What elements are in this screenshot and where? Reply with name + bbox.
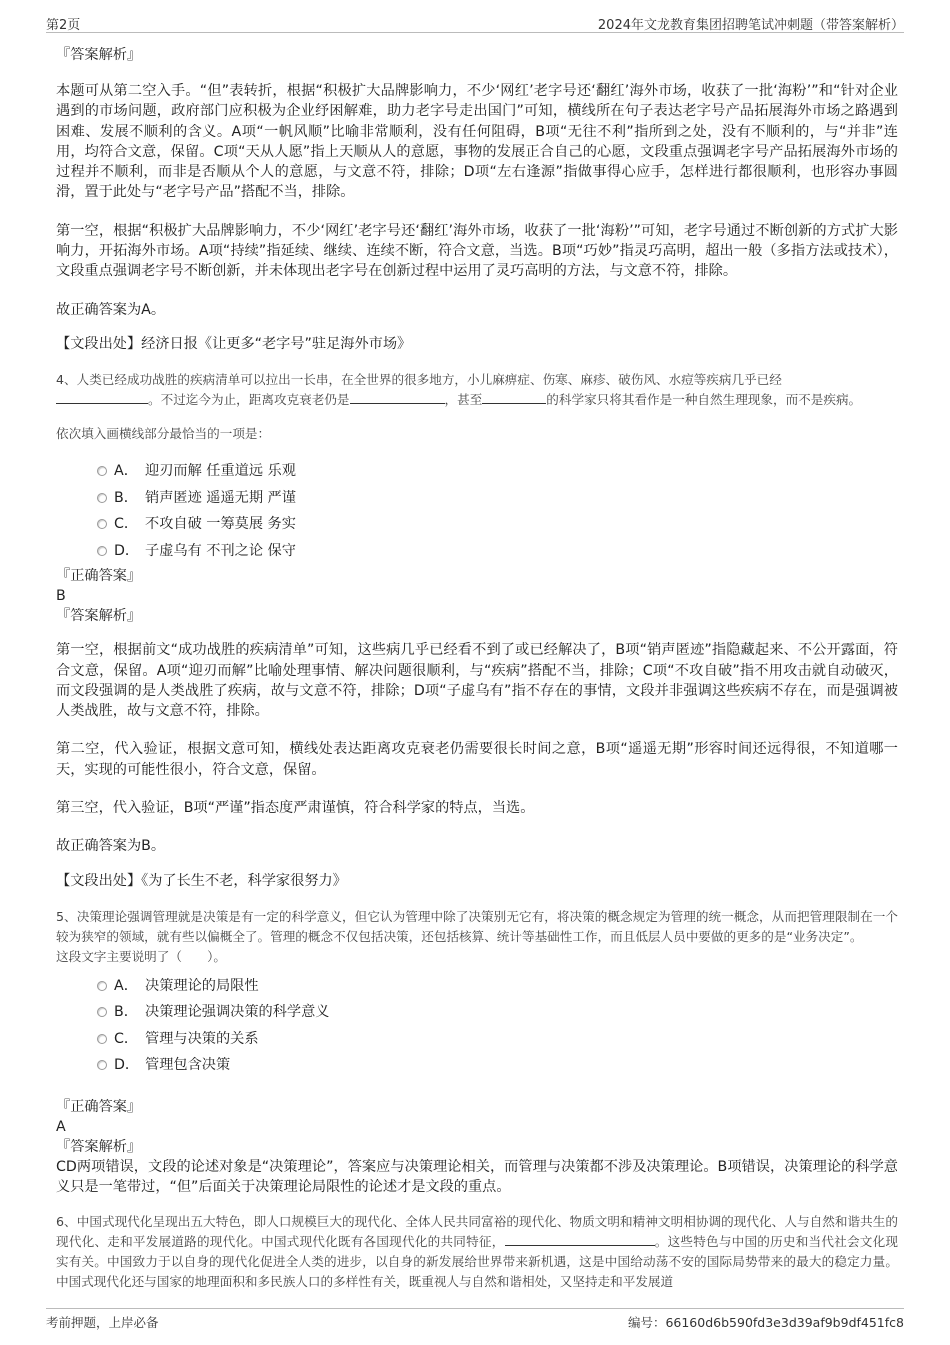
page-number: 第2页 xyxy=(46,18,81,33)
option-a[interactable]: A． 决策理论的局限性 xyxy=(56,973,898,1000)
fill-blank xyxy=(56,391,148,404)
footer-divider xyxy=(46,1308,904,1309)
radio-icon[interactable] xyxy=(97,1007,107,1017)
question-prompt: 依次填入画横线部分最恰当的一项是： xyxy=(56,426,271,442)
question-stem: 4、人类已经成功战胜的疾病清单可以拉出一长串，在全世界的很多地方，小儿麻痹症、伤寒、麻疹、破伤风、水痘等疾病几乎已经 。不过迄今为止，距离攻克衰老仍是 ，甚至 的科学家只将其看作是一种自然生理现象，而不是疾病。 xyxy=(56,372,862,408)
analysis-paragraph: 第二空，代入验证，根据文意可知，横线处表达距离攻克衰老仍需要很长时间之意，B项“遥遥无期”形容时间还远得很，不知道哪一天，实现的可能性很小，符合文意，保留。 xyxy=(56,741,898,778)
answer-conclusion: 故正确答案为A。 xyxy=(56,301,166,318)
option-d[interactable]: D． 子虚乌有 不刊之论 保守 xyxy=(56,538,898,565)
option-list xyxy=(56,458,898,564)
option-c[interactable]: C． 管理与决策的关系 xyxy=(56,1026,898,1053)
answer-conclusion: 故正确答案为B。 xyxy=(56,838,166,855)
option-b[interactable]: B． 决策理论强调决策的科学意义 xyxy=(56,999,898,1026)
correct-answer: A xyxy=(56,1118,66,1135)
correct-answer-label: 『正确答案』 xyxy=(56,1098,142,1115)
option-list xyxy=(56,973,898,1079)
question-prompt: 这段文字主要说明了（ ）。 xyxy=(56,948,227,964)
fill-blank xyxy=(505,1233,655,1246)
radio-icon[interactable] xyxy=(97,981,107,991)
analysis-paragraph: 第一空，根据“积极扩大品牌影响力，不少‘网红’老字号还‘翻红’海外市场，收获了一批‘海粉’”可知，老字号通过不断创新的方式扩大影响力，开拓海外市场。A项“持续”指延续、继续、连续不断，符合文意，当选。B项“巧妙”指灵巧高明，超出一般（多指方法或技术），文段重点强调老字号不断创新，并未体现出老字号在创新过程中运用了灵巧高明的方法，与文意不符，排除。 xyxy=(56,222,898,280)
radio-icon[interactable] xyxy=(97,546,107,556)
page-footer xyxy=(46,1313,904,1333)
correct-answer: B xyxy=(56,588,66,605)
question-stem: 6、中国式现代化呈现出五大特色，即人口规模巨大的现代化、全体人民共同富裕的现代化、物质文明和精神文明相协调的现代化、人与自然和谐共生的现代化、走和平发展道路的现代化。中国式现代化既有各国现代化的共同特征， 。这些特色与中国的历史和当代社会文化现实有关。中国致力于以自身的现代化促进全人类的进步，以自身的新发展给世界带来新机遇，这是中国给动荡不安的国际局势带来的最大的稳定力量。中国式现代化还与国家的地理面积和多民族人口的多样性有关，既重视人与自然和谐相处，又坚持走和平发展道 xyxy=(56,1213,899,1289)
fill-blank xyxy=(350,391,445,404)
source-citation: 【文段出处】经济日报《让更多“老字号”驻足海外市场》 xyxy=(56,335,412,352)
analysis-paragraph: CD两项错误，文段的论述对象是“决策理论”，答案应与决策理论相关，而管理与决策都不涉及决策理论。B项错误，决策理论的科学意义只是一笔带过，“但”后面关于决策理论局限性的论述才是文段的重点。 xyxy=(56,1158,898,1196)
page-header xyxy=(46,12,904,33)
radio-icon[interactable] xyxy=(97,466,107,476)
option-d[interactable]: D． 管理包含决策 xyxy=(56,1052,898,1079)
analysis-paragraph: 第一空，根据前文“成功战胜的疾病清单”可知，这些病几乎已经看不到了或已经解决了，B项“销声匿迹”指隐藏起来、不公开露面，符合文意，保留。A项“迎刃而解”比喻处理事情、解决问题很顺利，与“疾病”搭配不当，排除；C项“不攻自破”指不用攻击就自动破灭，而文段强调的是人类战胜了疾病，故与文意不符，排除；D项“子虚乌有”指不存在的事情，文段并非强调这些疾病不存在，而是强调被人类战胜，故与文意不符，排除。 xyxy=(56,642,898,720)
analysis-paragraph: 本题可从第二空入手。“但”表转折，根据“积极扩大品牌影响力，不少‘网红’老字号还‘翻红’海外市场，收获了一批‘海粉’”和“针对企业遇到的市场问题，政府部门应积极为企业纾困解难，助力老字号走出国门”可知，横线所在句子表达老字号产品拓展海外市场之路遇到困难、发展不顺利的含义。A项“一帆风顺”比喻非常顺利，没有任何阻碍，B项“无往不利”指所到之处，没有不顺利的，与“并非”连用，均符合文意，保留。C项“天从人愿”指上天顺从人的意愿，事物的发展正合自己的心愿，文段重点强调老字号产品拓展海外市场的过程并不顺利，而非是否顺从个人的意愿，与文意不符，排除；D项“左右逢源”指做事得心应手，怎样进行都很顺利，也形容办事圆滑，置于此处与“老字号产品”搭配不当，排除。 xyxy=(56,83,898,201)
radio-icon[interactable] xyxy=(97,1034,107,1044)
radio-icon[interactable] xyxy=(97,519,107,529)
footer-slogan: 考前押题，上岸必备 xyxy=(46,1315,159,1330)
correct-answer-label: 『正确答案』 xyxy=(56,568,142,585)
radio-icon[interactable] xyxy=(97,493,107,503)
analysis-label: 『答案解析』 xyxy=(56,1138,142,1155)
page-content xyxy=(56,45,898,1292)
option-a[interactable]: A． 迎刃而解 任重道远 乐观 xyxy=(56,458,898,485)
analysis-label: 『答案解析』 xyxy=(56,608,142,625)
analysis-label: 『答案解析』 xyxy=(56,47,142,63)
document-serial: 编号：66160d6b590fd3e3d39af9b9df451fc8 xyxy=(627,1315,904,1330)
document-title: 2024年文龙教育集团招聘笔试冲刺题（带答案解析） xyxy=(597,18,904,33)
question-stem: 5、决策理论强调管理就是决策是有一定的科学意义，但它认为管理中除了决策别无它有，将决策的概念规定为管理的统一概念，从而把管理限制在一个较为狭窄的领域，就有些以偏概全了。管理的概念不仅包括决策，还包括核算、统计等基础性工作，而且低层人员中要做的更多的是“业务决定”。 xyxy=(56,908,898,944)
option-c[interactable]: C． 不攻自破 一筹莫展 务实 xyxy=(56,511,898,538)
radio-icon[interactable] xyxy=(97,1060,107,1070)
option-b[interactable]: B． 销声匿迹 遥遥无期 严谨 xyxy=(56,485,898,512)
fill-blank xyxy=(482,391,546,404)
analysis-paragraph: 第三空，代入验证，B项“严谨”指态度严肃谨慎，符合科学家的特点，当选。 xyxy=(56,800,535,817)
source-citation: 【文段出处】《为了长生不老，科学家很努力》 xyxy=(56,872,347,889)
